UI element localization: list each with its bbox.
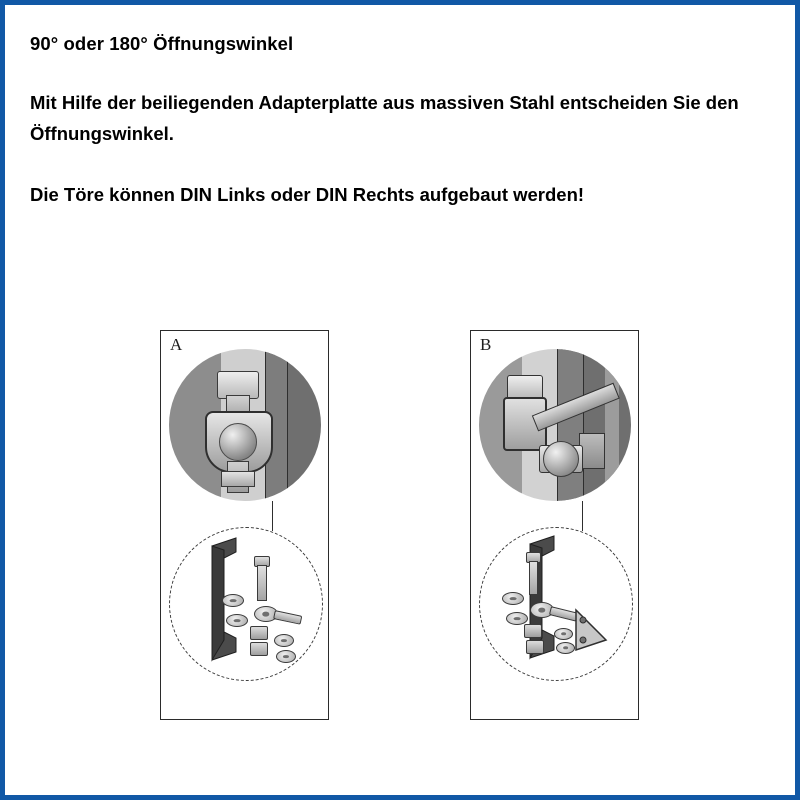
- hinge-ball-icon: [219, 423, 257, 461]
- figure-panel-b: [470, 330, 639, 720]
- washer-icon: [502, 592, 524, 605]
- post-profile-icon: [170, 528, 322, 680]
- exploded-parts-b: [479, 527, 633, 681]
- nut-icon: [526, 640, 544, 654]
- figure-panel-a: [160, 330, 329, 720]
- bolt-shaft-icon: [529, 561, 538, 595]
- text-block: [30, 33, 775, 210]
- nut-icon: [524, 624, 542, 638]
- adapter-plate-icon: [572, 606, 632, 666]
- hinge-nut-icon: [221, 471, 255, 487]
- figure-panels: [5, 330, 800, 730]
- hinge-detail-photo-a: [169, 349, 321, 501]
- washer-icon: [222, 594, 244, 607]
- bolt-shaft-icon: [257, 565, 267, 601]
- exploded-parts-a: [169, 527, 323, 681]
- washer-icon: [276, 650, 296, 663]
- nut-icon: [250, 642, 268, 656]
- washer-icon: [554, 628, 573, 640]
- nut-icon: [250, 626, 268, 640]
- page-title: 90° oder 180° Öffnungswinkel: [30, 33, 294, 54]
- figure-label-a: A: [170, 335, 183, 354]
- paragraph-1: Mit Hilfe der beiliegenden Adapterplatte aus massiven Stahl entscheiden Sie den Öffnungswinkel.: [30, 92, 739, 144]
- paragraph-2: Die Töre können DIN Links oder DIN Rechts aufgebaut werden!: [30, 184, 585, 205]
- washer-icon: [274, 634, 294, 647]
- washer-icon: [226, 614, 248, 627]
- hinge-detail-photo-b: [479, 349, 631, 501]
- figure-label-b: B: [480, 335, 492, 354]
- hinge-ball-icon: [543, 441, 579, 477]
